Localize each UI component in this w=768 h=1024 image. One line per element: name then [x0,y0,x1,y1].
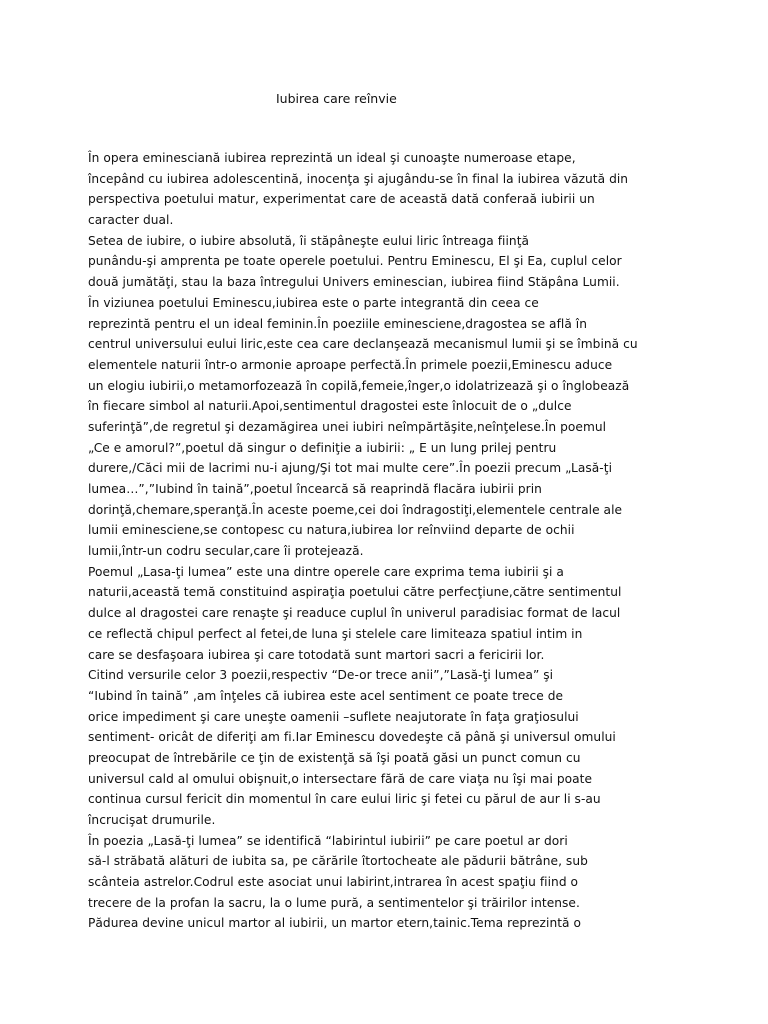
text-line: În poezia „Lasă-ţi lumea” se identifică “labirintul iubirii” pe care poetul ar dori [88,833,568,848]
text-line: „Ce e amorul?”,poetul dă singur o definiţie a iubirii: „ E un lung prilej pentru [88,440,557,455]
text-line: în fiecare simbol al naturii.Apoi,sentimentul dragostei este înlocuit de o „dulce [88,399,572,414]
text-line: reprezintă pentru el un ideal feminin.În poeziile eminesciene,dragostea se află în [88,316,587,331]
text-line: centrul universului eului liric,este cea care declanşează mecanismul lumii şi se îmbină cu [88,337,638,352]
text-line: care se desfaşoara iubirea şi care totodată sunt martori sacri a fericirii lor. [88,647,545,662]
text-line: “Iubind în taină” ,am înţeles că iubirea este acel sentiment ce poate trece de [88,688,564,703]
document-title: Iubirea care reînvie [276,91,397,106]
text-line: dulce al dragostei care renaşte şi readuce cuplul în univerul paradisiac format de lacul [88,606,621,621]
text-line: universul cald al omului obişnuit,o intersectare fără de care viaţa nu îşi mai poate [88,771,593,786]
text-line: dorinţă,chemare,speranţă.În aceste poeme,cei doi îndragostiţi,elementele centrale ale [88,502,623,517]
text-line: În opera eminesciană iubirea reprezintă un ideal şi cunoaşte numeroase etape, [88,151,576,165]
text-line: două jumătăţi, stau la baza întregului Univers eminescian, iubirea fiind Stăpâna Lumii. [88,275,620,290]
text-line: Setea de iubire, o iubire absolută, îi stăpâneşte eului liric întreaga fiinţă [88,233,530,248]
text-line: lumea…”,”Iubind în taină”,poetul încearcă să reaprindă flacăra iubirii prin [88,482,542,496]
document-body [88,148,698,934]
text-line: să-l străbată alături de iubita sa, pe cărările îtortocheate ale pădurii bătrâne, sub [88,854,588,869]
text-line: lumii eminesciene,se contopesc cu natura,iubirea lor reînviind departe de ochii [88,523,575,538]
text-line: lumii,într-un codru secular,care îi protejează. [88,544,364,559]
text-line: În viziunea poetului Eminescu,iubirea este o parte integrantă din ceea ce [88,295,539,310]
text-line: Poemul „Lasa-ţi lumea” este una dintre operele care exprima tema iubirii şi a [88,564,564,579]
text-line: durere,/Căci mii de lacrimi nu-i ajung/Şi tot mai multe cere”.În poezii precum „Lasă-ţi [88,461,613,476]
text-line: perspectiva poetului matur, experimentat care de această dată conferaă iubirii un [88,192,595,207]
text-line: încrucişat drumurile. [88,813,216,827]
text-line: scânteia astrelor.Codrul este asociat unui labirint,intrarea în acest spaţiu fiind o [88,875,579,890]
text-line: preocupat de întrebările ce ţin de existenţă să îşi poată găsi un punct comun cu [88,750,581,765]
text-line: orice impediment şi care uneşte oamenii –suflete neajutorate în faţa graţiosului [88,709,579,724]
text-line: continua cursul fericit din momentul în care eului liric şi fetei cu părul de aur li s-au [88,792,601,807]
text-line: caracter dual. [88,213,174,228]
text-line: sentiment- oricât de diferiţi am fi.Iar Eminescu dovedeşte că până şi universul omului [88,730,616,745]
text-line: naturii,această temă constituind aspiraţia poetului către perfecţiune,către sentimentul [88,585,622,600]
text-line: Pădurea devine unicul martor al iubirii, un martor etern,tainic.Tema reprezintă o [88,916,581,931]
text-line: trecere de la profan la sacru, la o lume pură, a sentimentelor şi trăirilor intense. [88,895,580,910]
text-line: ce reflectă chipul perfect al fetei,de luna şi stelele care limiteaza spatiul intim in [88,626,583,641]
text-line: suferinţă”,de regretul şi dezamăgirea unei iubiri neîmpărtăşite,neînţelese.În poemul [88,419,607,434]
text-line: punându-şi amprenta pe toate operele poetului. Pentru Eminescu, El şi Ea, cuplul celor [88,254,622,269]
text-line: Citind versurile celor 3 poezii,respectiv “De-or trece anii”,”Lasă-ţi lumea” şi [88,668,554,683]
text-line: începând cu iubirea adolescentină, inocenţa şi ajugându-se în final la iubirea văzută din [88,171,629,186]
text-line: un elogiu iubirii,o metamorfozează în copilă,femeie,înger,o idolatrizează şi o înglobează [88,378,630,393]
text-line: elementele naturii într-o armonie aproape perfectă.În primele poezii,Eminescu aduce [88,357,613,372]
